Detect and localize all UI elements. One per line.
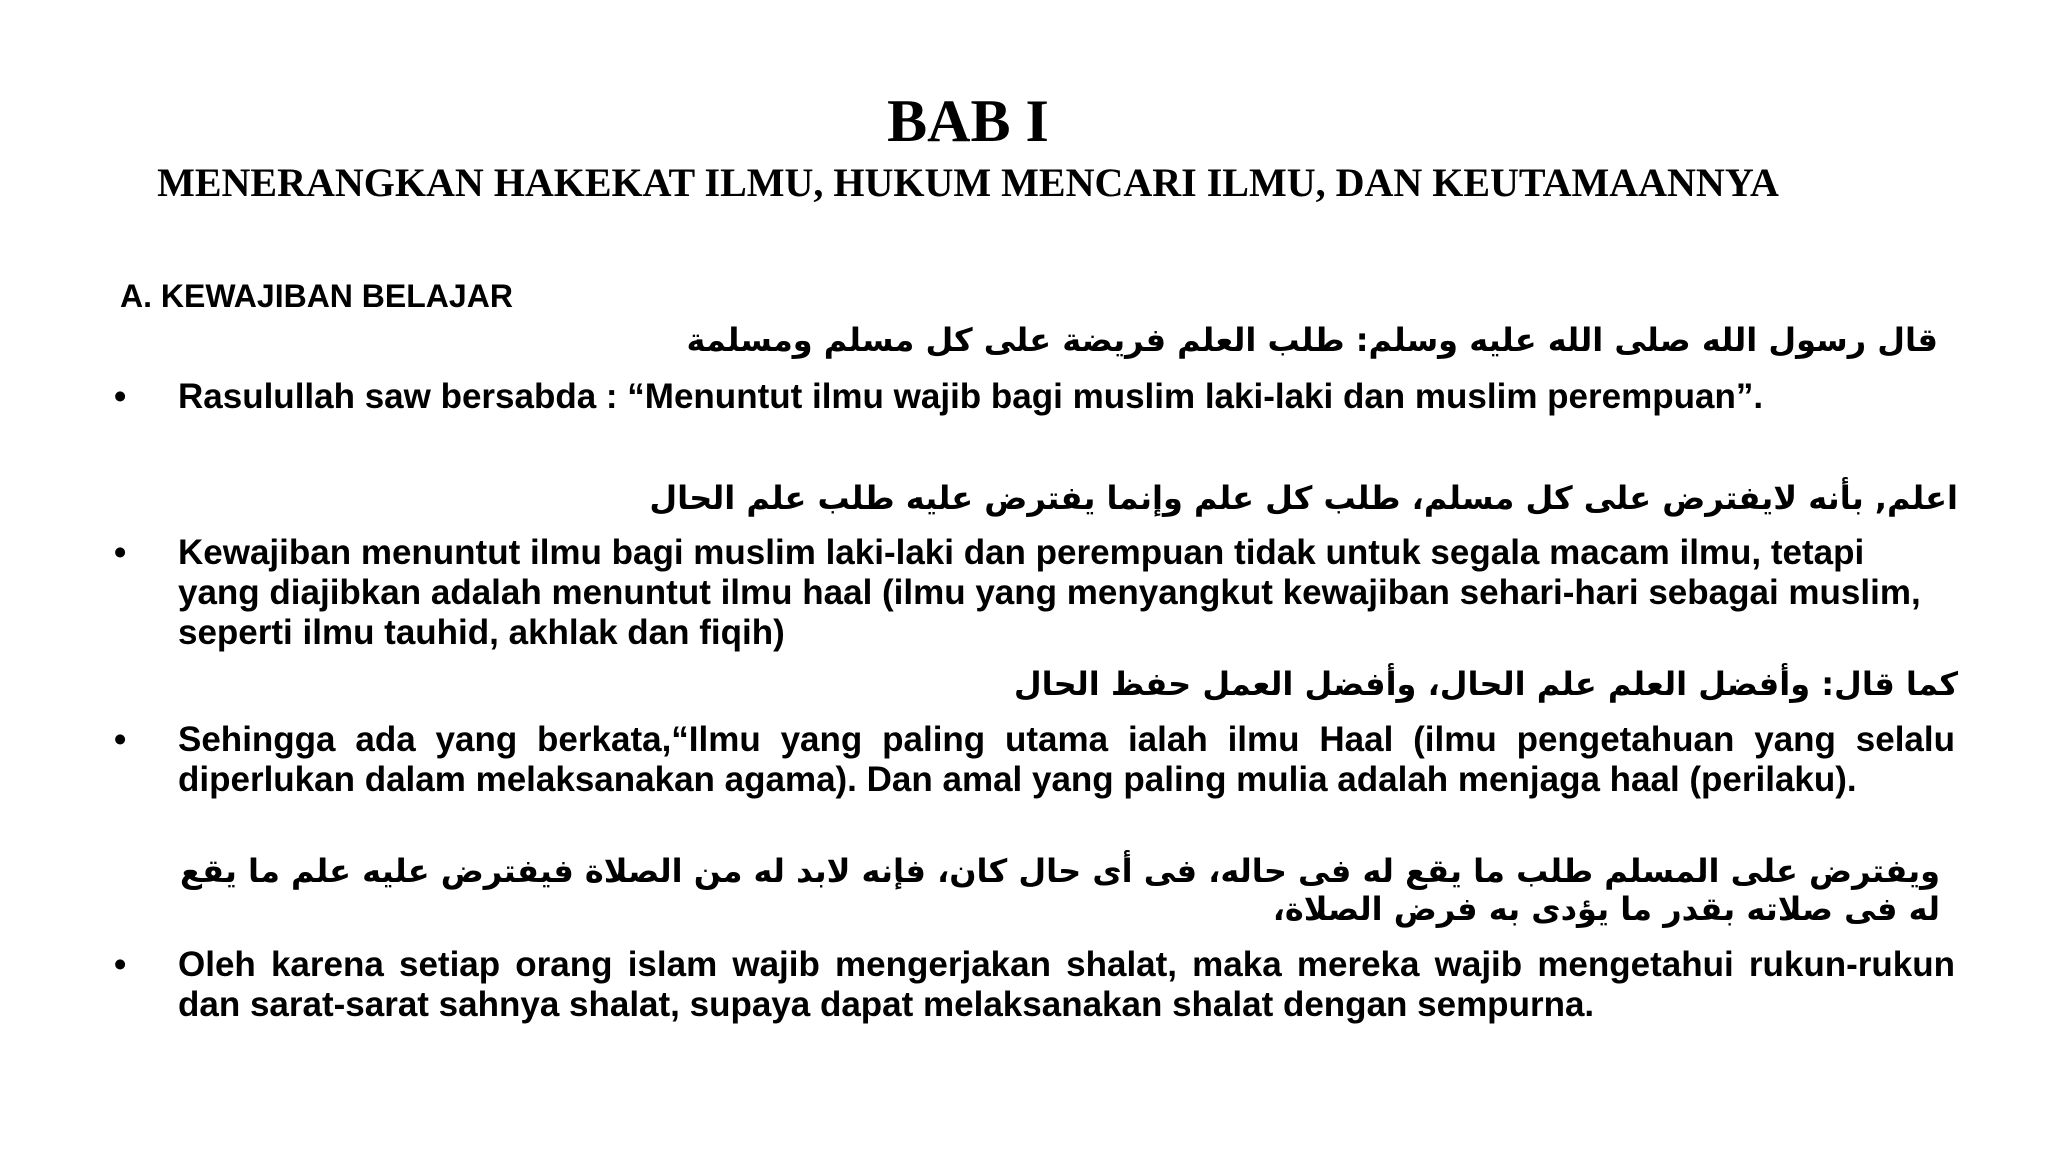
bullet-text-3: Sehingga ada yang berkata,“Ilmu yang paling utama ialah ilmu Haal (ilmu pengetahuan yang selalu diperlukan dalam melaksanakan agama). Dan amal yang paling mulia adalah menjaga haal (perilaku). <box>178 720 1955 799</box>
bullet-icon: • <box>114 945 127 984</box>
bullet-text-4: Oleh karena setiap orang islam wajib mengerjakan shalat, maka mereka wajib mengetahui rukun-rukun dan sarat-sarat sahnya shalat, supaya dapat melaksanakan shalat dengan sempurna. <box>178 945 1955 1024</box>
chapter-subtitle: MENERANGKAN HAKEKAT ILMU, HUKUM MENCARI ILMU, DAN KEUTAMAANNYA <box>157 160 1779 205</box>
bullet-icon: • <box>114 720 127 759</box>
bullet-item-2 <box>110 533 1955 653</box>
chapter-title: BAB I <box>887 88 1049 154</box>
arabic-quote-4: ويفترض على المسلم طلب ما يقع له فى حاله، فى أى حال كان، فإنه لابد له من الصلاة فيفترض عليه علم ما يقع له فى صلاته بقدر ما يؤدى به فرض الصلاة، <box>180 852 1940 928</box>
bullet-icon: • <box>114 533 127 572</box>
section-heading: A. KEWAJIBAN BELAJAR <box>120 278 513 314</box>
bullet-text-2: Kewajiban menuntut ilmu bagi muslim laki-laki dan perempuan tidak untuk segala macam ilmu, tetapi yang diajibkan adalah menuntut ilmu haal (ilmu yang menyangkut kewajiban sehari-hari sebagai muslim, seperti ilmu tauhid, akhlak dan fiqih) <box>178 533 1921 652</box>
arabic-quote-3: كما قال: وأفضل العلم علم الحال، وأفضل العمل حفظ الحال <box>1013 665 1958 703</box>
arabic-quote-1: قال رسول الله صلى الله عليه وسلم: طلب العلم فريضة على كل مسلم ومسلمة <box>686 321 1938 359</box>
bullet-item-3 <box>110 720 1955 800</box>
bullet-icon: • <box>114 377 127 416</box>
bullet-text-1: Rasulullah saw bersabda : “Menuntut ilmu wajib bagi muslim laki-laki dan muslim perempuan”. <box>178 377 1764 416</box>
bullet-item-4 <box>110 945 1955 1025</box>
arabic-quote-2: اعلم, بأنه لايفترض على كل مسلم، طلب كل علم وإنما يفترض عليه طلب علم الحال <box>649 479 1958 517</box>
bullet-item-1 <box>110 377 1955 417</box>
